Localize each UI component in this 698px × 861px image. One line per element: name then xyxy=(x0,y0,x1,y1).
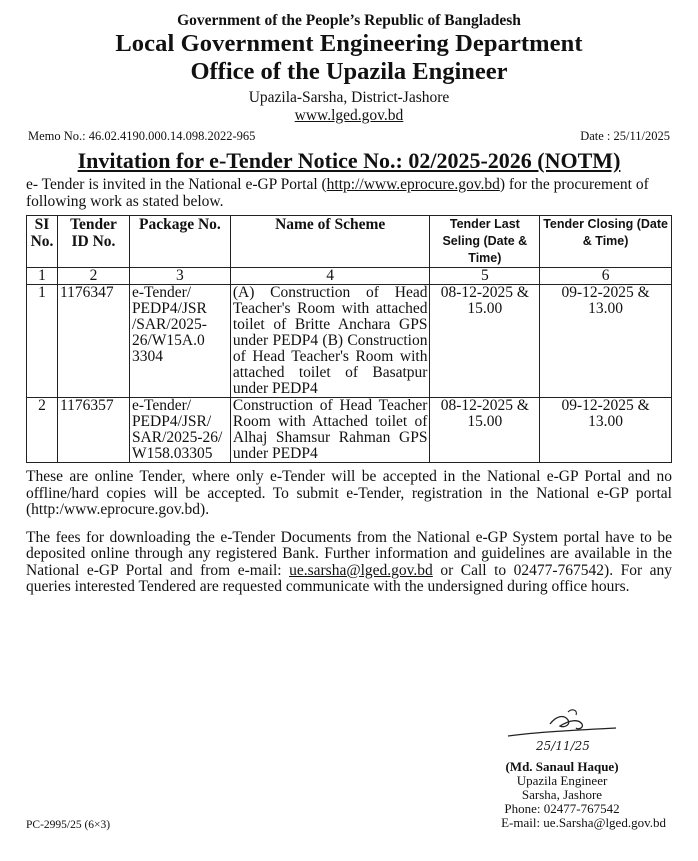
office-location: Upazila-Sarsha, District-Jashore xyxy=(248,89,450,106)
signatory-designation: Upazila Engineer xyxy=(516,773,608,788)
signatory-place: Sarsha, Jashore xyxy=(521,787,603,802)
department-name: Local Government Engineering Department xyxy=(115,30,583,57)
signatory-email: E-mail: ue.Sarsha@lged.gov.bd xyxy=(501,815,666,830)
fees-text-end: or Call to 02477-767542). For any queries interested Tendered are requested communicate with the undersigned during office hours. xyxy=(26,561,672,595)
header-sl: SI No. xyxy=(27,216,58,268)
cell-last-selling: 08-12-2025 & 15.00 xyxy=(430,285,540,398)
column-number: 4 xyxy=(230,268,430,285)
column-number: 1 xyxy=(27,268,58,285)
cell-tender-id: 1176357 xyxy=(57,398,129,463)
signatory-phone: Phone: 02477-767542 xyxy=(504,801,620,816)
table-header-row xyxy=(27,216,672,268)
header-scheme: Name of Scheme xyxy=(230,216,430,268)
intro-text xyxy=(26,176,672,210)
online-tender-paragraph: These are online Tender, where only e-Tender will be accepted in the National e-GP Portal and no offline/hard copies will be accepted. To submit e-Tender, registration in the National e-GP portal (http:/www.eprocure.gov.bd). xyxy=(26,468,672,518)
footer-code: PC-2995/25 (6×3) xyxy=(26,819,111,831)
website-link[interactable]: www.lged.gov.bd xyxy=(294,107,404,124)
eprocure-link[interactable]: http://www.eprocure.gov.bd xyxy=(326,176,500,193)
signatory-name: (Md. Sanaul Haque) xyxy=(505,759,619,774)
header-tender-id: Tender ID No. xyxy=(57,216,129,268)
table-row xyxy=(27,398,672,463)
signature-date: 25/11/25 xyxy=(536,739,590,753)
column-number-row xyxy=(27,268,672,285)
header-package: Package No. xyxy=(129,216,230,268)
header-closing: Tender Closing (Date & Time) xyxy=(540,216,672,268)
memo-date: Date : 25/11/2025 xyxy=(580,129,670,143)
cell-last-selling: 08-12-2025 & 15.00 xyxy=(430,398,540,463)
handwritten-signature xyxy=(498,706,628,756)
memo-row xyxy=(26,129,672,144)
cell-package: e-Tender/ PEDP4/JSR /SAR/2025-26/W15A.0 3304 xyxy=(129,285,230,398)
cell-scheme: Construction of Head Teacher Room with Attached toilet of Alhaj Shamsur Rahman GPS under PEDP4 xyxy=(230,398,430,463)
intro-before: e- Tender is invited in the National e-GP Portal ( xyxy=(26,176,327,193)
cell-sl: 1 xyxy=(27,285,58,398)
cell-package: e-Tender/ PEDP4/JSR/ SAR/2025-26/ W158.03305 xyxy=(129,398,230,463)
cell-tender-id: 1176347 xyxy=(57,285,129,398)
header-last-selling: Tender Last Seling (Date & Time) xyxy=(430,216,540,268)
cell-closing: 09-12-2025 & 13.00 xyxy=(540,398,672,463)
letterhead xyxy=(26,12,672,125)
column-number: 2 xyxy=(57,268,129,285)
cell-closing: 09-12-2025 & 13.00 xyxy=(540,285,672,398)
signature-block xyxy=(462,706,666,830)
column-number: 5 xyxy=(430,268,540,285)
government-name: Government of the People’s Republic of Bangladesh xyxy=(177,12,521,29)
office-name: Office of the Upazila Engineer xyxy=(190,58,508,85)
table-row xyxy=(27,285,672,398)
email-link[interactable]: ue.sarsha@lged.gov.bd xyxy=(289,561,433,579)
tender-table xyxy=(26,215,672,463)
cell-scheme: (A) Construction of Head Teacher's Room with attached toilet of Britte Anchara GPS under PEDP4 (B) Construction of Head Teacher's Room with attached toilet of Basatpur under PEDP4 xyxy=(230,285,430,398)
column-number: 6 xyxy=(540,268,672,285)
memo-number: Memo No.: 46.02.4190.000.14.098.2022-965 xyxy=(28,129,256,143)
fees-text: The fees for downloading the e-Tender Documents from the National e-GP System portal have to be deposited online through any registered Bank. Further information and guidelines are available in the National e-GP Portal and from e-mail: xyxy=(26,528,672,579)
intro-after: ) for the procurement of following work as stated below. xyxy=(26,176,649,210)
cell-sl: 2 xyxy=(27,398,58,463)
notice-title: Invitation for e-Tender Notice No.: 02/2025-2026 (NOTM) xyxy=(77,148,621,173)
fees-paragraph xyxy=(26,530,672,596)
column-number: 3 xyxy=(129,268,230,285)
